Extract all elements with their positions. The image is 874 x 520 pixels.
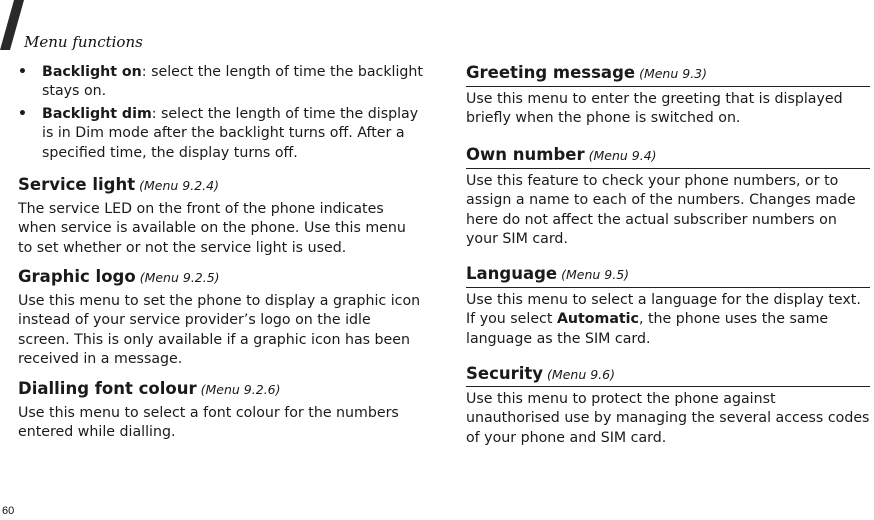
section-language bbox=[466, 264, 871, 283]
section-body: Use this menu to enter the greeting that is displayed briefly when the phone is switched on. bbox=[466, 91, 843, 127]
menu-reference: (Menu 9.2.4) bbox=[139, 178, 219, 193]
menu-reference: (Menu 9.3) bbox=[639, 66, 708, 81]
section-body: Use this feature to check your phone numbers, or to assign a name to each of the numbers. Changes made here do not affect the actual subscriber numbers on your SIM card. bbox=[466, 173, 856, 247]
section-heading: Graphic logo bbox=[18, 267, 136, 286]
section-divider bbox=[466, 86, 870, 87]
section-dialling-font-colour bbox=[18, 379, 423, 443]
bullet-term: Backlight on bbox=[42, 64, 142, 80]
section-body: Use this menu to set the phone to display a graphic icon instead of your service provider’s logo on the idle screen. This is only available if a graphic icon has been received in a message. bbox=[18, 293, 421, 367]
section-heading: Greeting message bbox=[466, 63, 636, 82]
menu-reference: (Menu 9.5) bbox=[561, 267, 630, 282]
section-body: Use this menu to protect the phone against unauthorised use by managing the several access codes of your phone and SIM card. bbox=[466, 391, 870, 446]
section-own-number bbox=[466, 145, 871, 164]
bullet-description: : select the length of time the backlight stays on. bbox=[42, 64, 423, 100]
menu-reference: (Menu 9.6) bbox=[547, 367, 615, 382]
page-number: 60 bbox=[2, 505, 15, 517]
section-heading: Language bbox=[466, 264, 558, 283]
menu-reference: (Menu 9.4) bbox=[588, 148, 657, 163]
bullet-dot: • bbox=[18, 64, 27, 80]
section-security bbox=[466, 364, 871, 383]
section-divider bbox=[466, 386, 870, 387]
section-body bbox=[466, 291, 871, 349]
section-heading: Security bbox=[466, 364, 544, 383]
section-greeting-message bbox=[466, 63, 871, 82]
menu-reference: (Menu 9.2.6) bbox=[200, 382, 281, 397]
bullet-description: : select the length of time the display is in Dim mode after the backlight turns off. After a specified time, the display turns off. bbox=[42, 106, 419, 161]
bullet-backlight-on bbox=[18, 63, 423, 103]
bullet-dot: • bbox=[18, 106, 27, 122]
section-body: The service LED on the front of the phone indicates when service is available on the phone. Use this menu to set whether or not the service light is used. bbox=[18, 201, 406, 256]
section-body: Use this menu to select a font colour for the numbers entered while dialling. bbox=[18, 405, 399, 441]
bullet-backlight-dim bbox=[18, 105, 423, 165]
section-graphic-logo bbox=[18, 267, 423, 369]
bullet-term: Backlight dim bbox=[42, 106, 152, 122]
page-header-title: Menu functions bbox=[24, 33, 143, 51]
section-divider bbox=[466, 168, 870, 169]
section-heading: Service light bbox=[18, 175, 136, 194]
section-heading: Dialling font colour bbox=[18, 379, 197, 398]
section-body-text: Use this menu to select a language for the display text. If you select bbox=[466, 292, 861, 328]
section-service-light bbox=[18, 175, 423, 258]
section-body-text: , the phone uses the same language as the SIM card. bbox=[466, 311, 829, 347]
option-automatic: Automatic bbox=[556, 311, 639, 328]
section-heading: Own number bbox=[466, 145, 585, 164]
section-divider bbox=[466, 287, 870, 288]
menu-reference: (Menu 9.2.5) bbox=[139, 270, 220, 285]
